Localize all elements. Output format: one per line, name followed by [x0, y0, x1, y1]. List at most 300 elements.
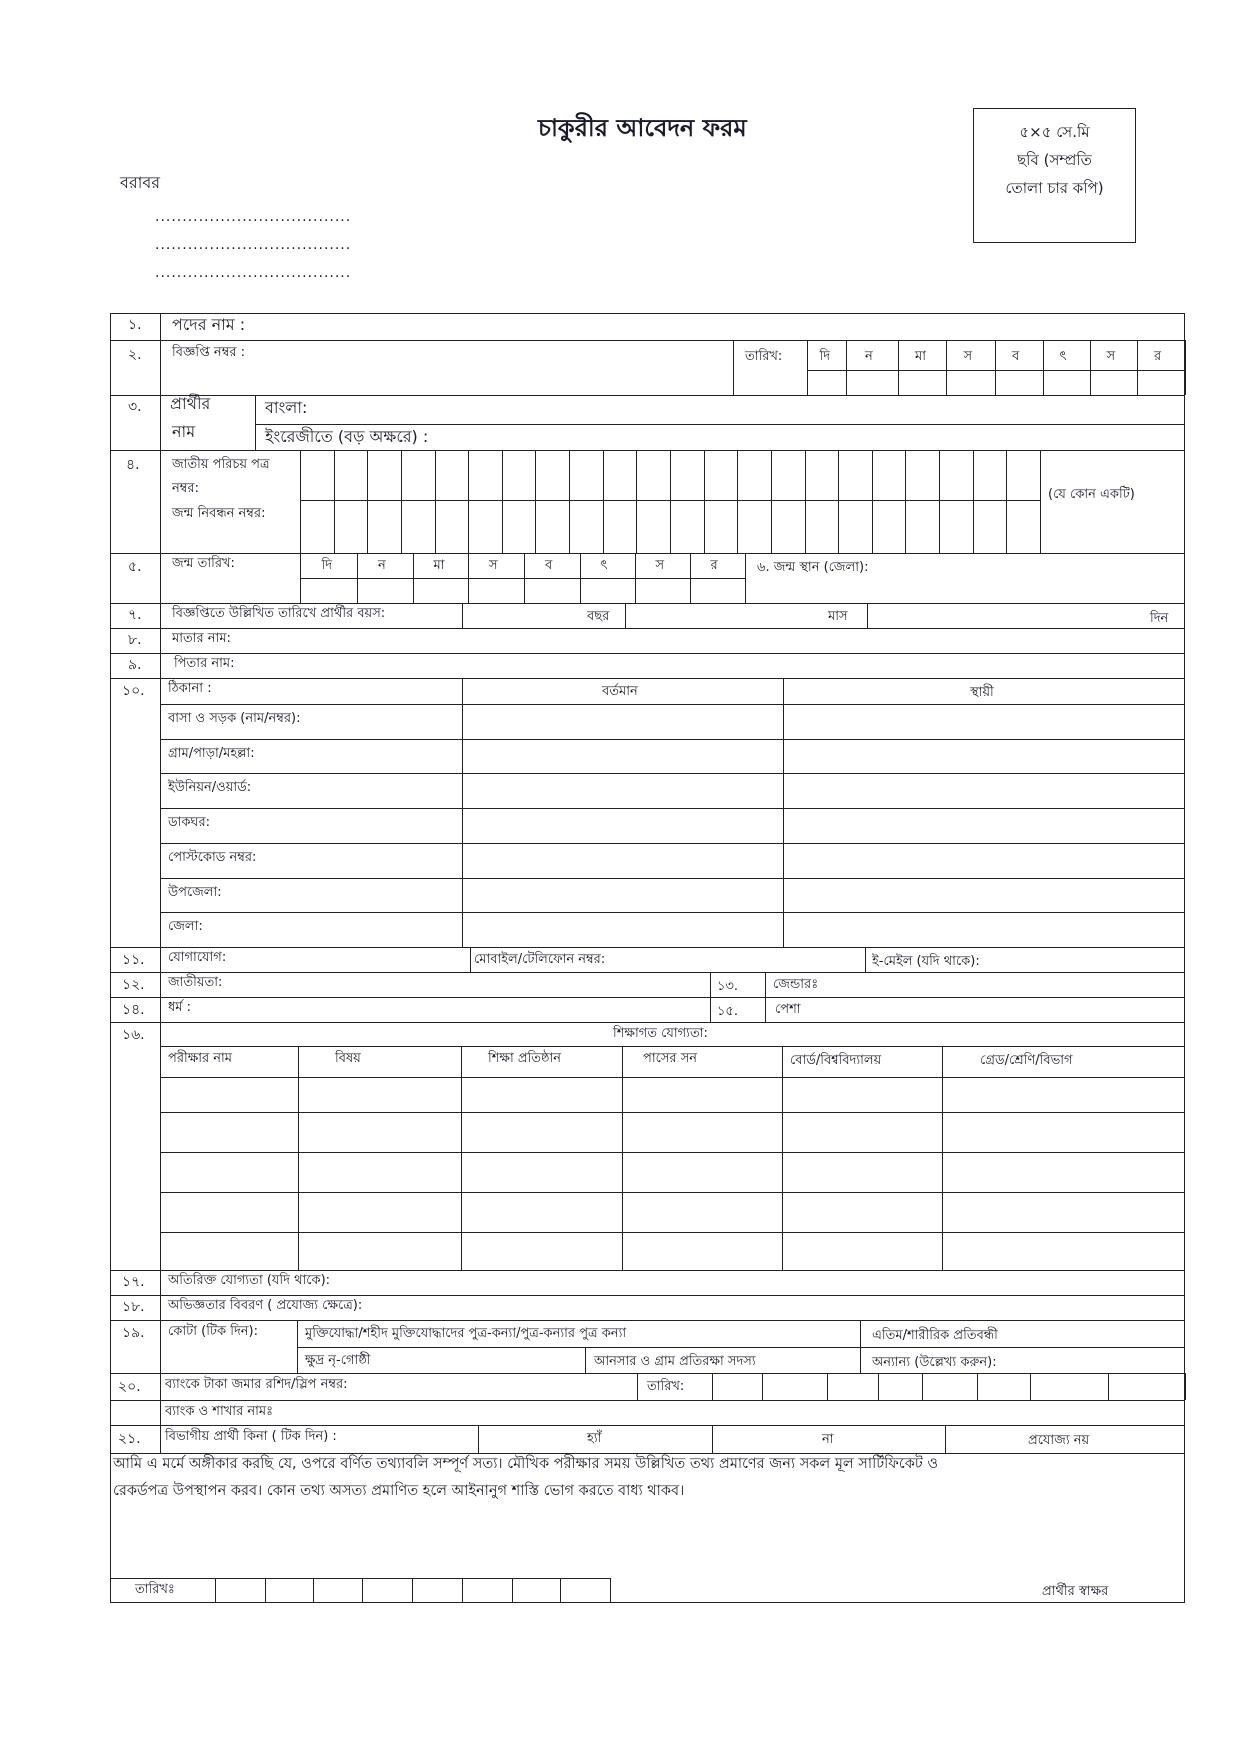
education-cell[interactable]: [784, 1079, 940, 1110]
address-field-label: পোস্টকোড নম্বর:: [168, 849, 257, 865]
age-day-label: দিন: [1150, 611, 1169, 626]
row-line: [110, 1022, 1185, 1023]
birthplace-label: ৬. জন্ম স্থান (জেলা):: [757, 560, 869, 575]
name-bangla-field[interactable]: [340, 398, 1170, 422]
cell-line: [413, 553, 414, 603]
cell-line: [625, 603, 626, 628]
religion-label: ধর্ম :: [168, 1000, 192, 1015]
bank-slip-field[interactable]: [405, 1376, 635, 1396]
education-cell[interactable]: [463, 1194, 620, 1230]
birth-reg-digit-cell[interactable]: [873, 502, 905, 551]
cell-line: [782, 1046, 783, 1270]
education-cell[interactable]: [944, 1079, 1183, 1110]
departmental-yes[interactable]: হ্যাঁ: [587, 1431, 602, 1446]
cell-line: [762, 1373, 763, 1400]
row-2-number: ২.: [128, 347, 142, 363]
date-cell-label: ৎ: [1059, 349, 1067, 364]
education-cell[interactable]: [463, 1114, 620, 1150]
education-cell[interactable]: [624, 1194, 780, 1230]
cell-line: [160, 1077, 1185, 1078]
address-label: ঠিকানা :: [168, 681, 212, 696]
education-cell[interactable]: [624, 1154, 780, 1190]
cell-line: [690, 553, 691, 603]
nid-digit-cell[interactable]: [402, 452, 434, 498]
row-1-number: ১.: [128, 317, 142, 333]
mother-name-label: মাতার নাম:: [172, 631, 231, 646]
birth-reg-digit-cell[interactable]: [604, 502, 636, 551]
cell-line: [946, 340, 947, 395]
address-field-label: উপজেলা:: [168, 884, 222, 900]
birth-reg-digit-cell[interactable]: [738, 502, 770, 551]
footer-date-digit[interactable]: [267, 1580, 311, 1601]
present-address-field[interactable]: [465, 880, 780, 911]
name-english-field[interactable]: [470, 427, 1170, 449]
cell-line: [160, 1046, 1185, 1047]
nid-digit-cell[interactable]: [604, 452, 636, 498]
cell-line: [585, 1347, 586, 1373]
circular-date-label: তারিখ:: [745, 349, 783, 364]
address-line-2[interactable]: ....................................: [155, 237, 352, 253]
birth-reg-digit-cell[interactable]: [940, 502, 972, 551]
education-cell[interactable]: [944, 1194, 1183, 1230]
row-18-number: ১৮.: [122, 1299, 145, 1315]
dob-digit[interactable]: [470, 580, 522, 601]
photo-size-text: ৫×৫ সে.মি: [1019, 123, 1090, 141]
row-5-number: ৫.: [128, 559, 142, 575]
education-cell[interactable]: [300, 1079, 459, 1110]
birth-reg-digit-cell[interactable]: [570, 502, 602, 551]
nid-digit-cell[interactable]: [806, 452, 838, 498]
experience-label: অভিজ্ঞতার বিবরণ ( প্রযোজ্য ক্ষেত্রে):: [168, 1298, 363, 1313]
post-name-field[interactable]: [270, 316, 1170, 338]
cell-line: [827, 1373, 828, 1400]
cell-line: [860, 1320, 861, 1373]
bank-date-digit[interactable]: [880, 1375, 920, 1398]
education-cell[interactable]: [463, 1234, 620, 1268]
birth-reg-label: জন্ম নিবন্ধন নম্বর:: [172, 506, 266, 521]
cell-line: [524, 553, 525, 603]
footer-date-digit[interactable]: [414, 1580, 460, 1601]
birth-reg-digit-cell[interactable]: [772, 502, 804, 551]
nid-digit-cell[interactable]: [705, 452, 737, 498]
row-16-number: ১৬.: [122, 1027, 145, 1043]
row-20-number: ২০.: [118, 1379, 141, 1395]
cell-line: [560, 1578, 561, 1603]
education-cell[interactable]: [162, 1079, 296, 1110]
birth-reg-digit-cell[interactable]: [503, 502, 535, 551]
nid-digit-cell[interactable]: [1007, 452, 1039, 498]
occupation-label: পেশা: [775, 1002, 801, 1017]
birth-reg-digit-cell[interactable]: [469, 502, 501, 551]
bank-date-digit[interactable]: [829, 1375, 876, 1398]
nid-digit-cell[interactable]: [940, 452, 972, 498]
circular-number-label: বিজ্ঞপ্তি নম্বর :: [172, 345, 246, 360]
age-label: বিজ্ঞপ্তিতে উল্লিখিত তারিখে প্রার্থীর বয়স:: [172, 606, 386, 621]
email-field[interactable]: [1000, 950, 1175, 970]
education-cell[interactable]: [624, 1234, 780, 1268]
cell-line: [1185, 340, 1186, 395]
nid-digit-cell[interactable]: [536, 452, 568, 498]
date-cell-label: স: [1106, 349, 1116, 364]
row-line: [110, 1400, 1185, 1401]
row-15-number: ১৫.: [717, 1004, 739, 1019]
row-line: [110, 628, 1185, 629]
permanent-address-field[interactable]: [786, 810, 1181, 841]
nid-digit-cell[interactable]: [469, 452, 501, 498]
birth-reg-digit-cell[interactable]: [536, 502, 568, 551]
row-line: [110, 678, 1185, 679]
cell-line: [1108, 1373, 1109, 1400]
education-cell[interactable]: [300, 1234, 459, 1268]
nid-digit-cell[interactable]: [335, 452, 367, 498]
nid-label-2: নম্বর:: [172, 481, 199, 496]
nid-digit-cell[interactable]: [436, 452, 468, 498]
dob-digit[interactable]: [302, 580, 355, 601]
age-day-field[interactable]: [870, 605, 1145, 626]
applicant-label-2: নাম: [172, 422, 196, 441]
education-column-header: পাসের সন: [643, 1051, 698, 1066]
education-cell[interactable]: [784, 1234, 940, 1268]
quota-ethnic[interactable]: ক্ষুদ্র নৃ-গোষ্ঠী: [305, 1353, 371, 1368]
cell-line: [712, 1373, 713, 1400]
row-21-number: ২১.: [118, 1431, 141, 1447]
occupation-field[interactable]: [820, 1000, 1175, 1020]
dob-digit[interactable]: [359, 580, 411, 601]
quota-ansar[interactable]: আনসার ও গ্রাম প্রতিরক্ষা সদস্য: [594, 1354, 756, 1369]
cell-line: [1137, 340, 1138, 395]
circular-date-digit[interactable]: [900, 372, 944, 393]
cell-line: [461, 1046, 462, 1270]
gender-field[interactable]: [830, 975, 1175, 995]
bank-date-digit[interactable]: [924, 1375, 975, 1398]
dob-digit[interactable]: [637, 580, 688, 601]
present-address-field[interactable]: [465, 775, 780, 806]
education-cell[interactable]: [162, 1194, 296, 1230]
row-line: [110, 1320, 1185, 1321]
applicant-label-1: প্রার্থীর: [170, 394, 211, 413]
cell-line: [865, 947, 866, 972]
address-field-label: গ্রাম/পাড়া/মহল্লা:: [168, 745, 255, 761]
nid-digit-cell[interactable]: [839, 452, 871, 498]
nid-digit-cell[interactable]: [503, 452, 535, 498]
row-19-number: ১৯.: [122, 1325, 145, 1341]
cell-line: [160, 704, 1185, 705]
row-line: [110, 1425, 1185, 1426]
nid-digit-cell[interactable]: [772, 452, 804, 498]
dob-cell-label: ব: [545, 558, 553, 573]
cell-line: [710, 972, 711, 1022]
cell-line: [945, 1425, 946, 1453]
education-cell[interactable]: [944, 1234, 1183, 1268]
date-cell-label: মা: [915, 349, 926, 364]
cell-line: [867, 603, 868, 628]
permanent-address-field[interactable]: [786, 706, 1181, 737]
education-cell[interactable]: [784, 1114, 940, 1150]
row-8-number: ৮.: [128, 632, 142, 648]
bank-date-digit[interactable]: [979, 1375, 1028, 1398]
footer-date-label: তারিখঃ: [135, 1582, 175, 1597]
address-line-1[interactable]: ....................................: [155, 209, 352, 225]
dob-cell-label: স: [655, 558, 665, 573]
dob-digit[interactable]: [692, 580, 743, 601]
nid-digit-cell[interactable]: [637, 452, 669, 498]
education-cell[interactable]: [162, 1114, 296, 1150]
footer-date-digit[interactable]: [315, 1580, 360, 1601]
religion-field[interactable]: [220, 1000, 705, 1020]
education-cell[interactable]: [162, 1154, 296, 1190]
cell-line: [580, 553, 581, 603]
birth-reg-digit-cell[interactable]: [906, 502, 938, 551]
cell-line: [995, 340, 996, 395]
cell-line: [160, 1232, 1185, 1233]
any-one-note: (যে কোন একটি): [1048, 487, 1135, 502]
nid-digit-cell[interactable]: [570, 452, 602, 498]
birth-reg-digit-cell[interactable]: [705, 502, 737, 551]
cell-line: [160, 1112, 1185, 1113]
education-cell[interactable]: [944, 1154, 1183, 1190]
cell-line: [470, 947, 471, 972]
education-cell[interactable]: [944, 1114, 1183, 1150]
nid-digit-cell[interactable]: [974, 452, 1006, 498]
post-name-label: পদের নাম :: [172, 315, 246, 334]
extra-qualification-field[interactable]: [370, 1272, 1175, 1292]
birth-reg-digit-cell[interactable]: [301, 502, 333, 551]
row-line: [110, 1270, 1185, 1271]
nationality-field[interactable]: [250, 975, 705, 995]
to-label: বরাবর: [120, 173, 161, 192]
photo-box[interactable]: [973, 108, 1136, 243]
cell-line: [357, 553, 358, 603]
bank-date-digit[interactable]: [714, 1375, 760, 1398]
cell-line: [160, 1192, 1185, 1193]
dob-digit[interactable]: [582, 580, 633, 601]
bank-branch-field[interactable]: [300, 1402, 1175, 1422]
photo-desc-text: ছবি (সম্প্রতি: [1017, 151, 1092, 169]
birth-reg-digit-cell[interactable]: [806, 502, 838, 551]
permanent-address-field[interactable]: [786, 914, 1181, 945]
mother-name-field[interactable]: [250, 630, 1170, 651]
present-address-header: বর্তমান: [602, 684, 638, 699]
birth-reg-digit-cell[interactable]: [335, 502, 367, 551]
bank-date-digit[interactable]: [1032, 1375, 1106, 1398]
education-column-header: বিষয়: [335, 1051, 361, 1066]
nid-digit-cell[interactable]: [873, 452, 905, 498]
mobile-label: মোবাইল/টেলিফোন নম্বর:: [474, 952, 606, 967]
row-line: [110, 1373, 1185, 1374]
cell-line: [160, 878, 1185, 879]
cell-line: [478, 1425, 479, 1453]
education-column-header: শিক্ষা প্রতিষ্ঠান: [488, 1051, 562, 1066]
cell-line: [462, 603, 463, 628]
cell-line: [265, 1578, 266, 1603]
date-cell-label: ন: [865, 349, 873, 364]
bank-date-label: তারিখ:: [647, 1379, 685, 1394]
cell-line: [783, 678, 784, 947]
age-month-label: মাস: [828, 609, 848, 624]
present-address-field[interactable]: [465, 706, 780, 737]
age-year-label: বছর: [587, 609, 610, 624]
dob-cell-label: দি: [321, 558, 333, 573]
row-line: [110, 395, 1185, 396]
row-7-number: ৭.: [128, 607, 142, 623]
date-cell-label: র: [1154, 349, 1162, 364]
cell-line: [977, 1373, 978, 1400]
age-year-field[interactable]: [465, 605, 580, 626]
name-english-label: ইংরেজীতে (বড় অক্ষরে) :: [265, 427, 429, 446]
birth-reg-digit-cell[interactable]: [368, 502, 400, 551]
circular-date-digit[interactable]: [809, 372, 844, 393]
father-name-field[interactable]: [250, 655, 1170, 676]
education-cell[interactable]: [784, 1194, 940, 1230]
birth-reg-digit-cell[interactable]: [436, 502, 468, 551]
permanent-address-field[interactable]: [786, 741, 1181, 772]
row-9-number: ৯.: [128, 657, 142, 673]
education-column-header: গ্রেড/শ্রেণি/বিভাগ: [980, 1053, 1073, 1068]
circular-date-digit[interactable]: [1139, 372, 1183, 393]
education-cell[interactable]: [463, 1154, 620, 1190]
address-line-3[interactable]: ....................................: [155, 265, 352, 281]
row-line: [110, 972, 1185, 973]
cell-line: [622, 1046, 623, 1270]
row-10-number: ১০.: [122, 683, 145, 699]
dob-cell-label: ৎ: [600, 558, 608, 573]
birth-reg-digit-cell[interactable]: [402, 502, 434, 551]
row-13-number: ১৩.: [717, 979, 739, 994]
cell-line: [733, 340, 734, 395]
row-4-number: ৪.: [126, 457, 140, 473]
education-cell[interactable]: [463, 1079, 620, 1110]
row-line: [110, 450, 1185, 451]
row-14-number: ১৪.: [122, 1002, 145, 1018]
footer-date-digit[interactable]: [514, 1580, 558, 1601]
departmental-na[interactable]: প্রযোজ্য নয়: [1028, 1433, 1090, 1448]
cell-line: [846, 340, 847, 395]
cell-line: [313, 1578, 314, 1603]
dob-digit[interactable]: [415, 580, 466, 601]
quota-others[interactable]: অন্যান্য (উল্লেখ্য করুন):: [872, 1355, 997, 1370]
cell-line: [1185, 1373, 1186, 1400]
permanent-address-field[interactable]: [786, 845, 1181, 876]
present-address-field[interactable]: [465, 845, 780, 876]
circular-date-digit[interactable]: [848, 372, 896, 393]
birth-reg-digit-cell[interactable]: [974, 502, 1006, 551]
circular-date-digit[interactable]: [1092, 372, 1135, 393]
education-column-header: পরীক্ষার নাম: [168, 1051, 233, 1066]
cell-line: [297, 1347, 1185, 1348]
cell-line: [468, 553, 469, 603]
nid-digit-cell[interactable]: [368, 452, 400, 498]
email-label: ই-মেইল (যদি থাকে):: [872, 954, 980, 969]
education-cell[interactable]: [624, 1114, 780, 1150]
signature-field[interactable]: [1000, 1540, 1150, 1580]
footer-date-digit[interactable]: [562, 1580, 608, 1601]
cell-line: [745, 553, 746, 603]
cell-line: [462, 678, 463, 947]
dob-cell-label: স: [489, 558, 498, 573]
cell-line: [765, 972, 766, 1022]
row-12-number: ১২.: [122, 977, 145, 993]
nid-digit-cell[interactable]: [301, 452, 333, 498]
extra-qualification-label: অতিরিক্ত যোগ্যতা (যদি থাকে):: [168, 1273, 331, 1288]
footer-date-digit[interactable]: [364, 1580, 410, 1601]
row-line: [110, 1453, 1185, 1454]
education-cell[interactable]: [300, 1154, 459, 1190]
row-line: [110, 340, 1185, 341]
departmental-label: বিভাগীয় প্রার্থী কিনা ( টিক দিন) :: [165, 1429, 337, 1444]
cell-line: [300, 578, 745, 579]
cell-line: [255, 424, 1185, 425]
age-month-field[interactable]: [628, 605, 823, 626]
permanent-address-header: স্থায়ী: [970, 685, 994, 700]
row-line: [110, 603, 1185, 604]
circular-date-digit[interactable]: [948, 372, 993, 393]
present-address-field[interactable]: [465, 914, 780, 945]
nid-digit-cell[interactable]: [671, 452, 703, 498]
education-cell[interactable]: [784, 1154, 940, 1190]
cell-line: [1040, 450, 1041, 553]
quota-label: কোটা (টিক দিন):: [168, 1324, 258, 1339]
cell-line: [255, 395, 256, 450]
experience-field[interactable]: [400, 1297, 1175, 1317]
birth-reg-digit-cell[interactable]: [1007, 502, 1039, 551]
circular-date-digit[interactable]: [997, 372, 1041, 393]
dob-digit[interactable]: [526, 580, 578, 601]
birth-reg-digit-cell[interactable]: [839, 502, 871, 551]
cell-line: [635, 553, 636, 603]
bank-date-digit[interactable]: [764, 1375, 825, 1398]
present-address-field[interactable]: [465, 810, 780, 841]
row-11-number: ১১.: [122, 952, 145, 968]
education-cell[interactable]: [300, 1194, 459, 1230]
cell-line: [298, 1046, 299, 1270]
nid-digit-cell[interactable]: [738, 452, 770, 498]
address-field-label: ইউনিয়ন/ওয়ার্ড:: [168, 780, 252, 796]
address-field-label: বাসা ও সড়ক (নাম/নম্বর):: [168, 711, 301, 726]
education-cell[interactable]: [624, 1079, 780, 1110]
permanent-address-field[interactable]: [786, 880, 1181, 911]
birth-reg-digit-cell[interactable]: [637, 502, 669, 551]
cell-line: [807, 340, 808, 395]
cell-line: [1043, 340, 1044, 395]
birth-reg-digit-cell[interactable]: [671, 502, 703, 551]
education-cell[interactable]: [300, 1114, 459, 1150]
birthplace-field[interactable]: [900, 558, 1170, 580]
row-17-number: ১৭.: [122, 1274, 145, 1290]
circular-date-digit[interactable]: [1045, 372, 1088, 393]
departmental-no[interactable]: না: [822, 1432, 834, 1447]
footer-date-digit[interactable]: [464, 1580, 510, 1601]
education-cell[interactable]: [162, 1234, 296, 1268]
row-line: [110, 947, 1185, 948]
education-header: শিক্ষাগত যোগ্যতা:: [613, 1026, 708, 1041]
dob-cell-label: র: [710, 558, 718, 573]
cell-line: [160, 739, 1185, 740]
cell-line: [160, 843, 1185, 844]
cell-line: [462, 1578, 463, 1603]
nid-digit-cell[interactable]: [906, 452, 938, 498]
quota-orphan-disabled[interactable]: এতিম/শারীরিক প্রতিবন্ধী: [872, 1328, 998, 1343]
permanent-address-field[interactable]: [786, 775, 1181, 806]
quota-freedom-fighter[interactable]: মুক্তিযোদ্ধা/শহীদ মুক্তিযোদ্ধাদের পুত্র-কন্যা/পুত্র-কন্যার পুত্র কন্যা: [305, 1326, 627, 1341]
bank-date-digit[interactable]: [1110, 1375, 1183, 1398]
dob-label: জন্ম তারিখ:: [172, 556, 235, 571]
cell-line: [898, 340, 899, 395]
row-line: [110, 1295, 1185, 1296]
mobile-field[interactable]: [635, 950, 860, 970]
present-address-field[interactable]: [465, 741, 780, 772]
footer-date-digit[interactable]: [217, 1580, 263, 1601]
declaration-line-2: রেকর্ডপত্র উপস্থাপন করব। কোন তথ্য অসত্য প্রমাণিত হলে আইনানুগ শাস্তি ভোগ করতে বাধ্য থাকব।: [113, 1483, 685, 1499]
